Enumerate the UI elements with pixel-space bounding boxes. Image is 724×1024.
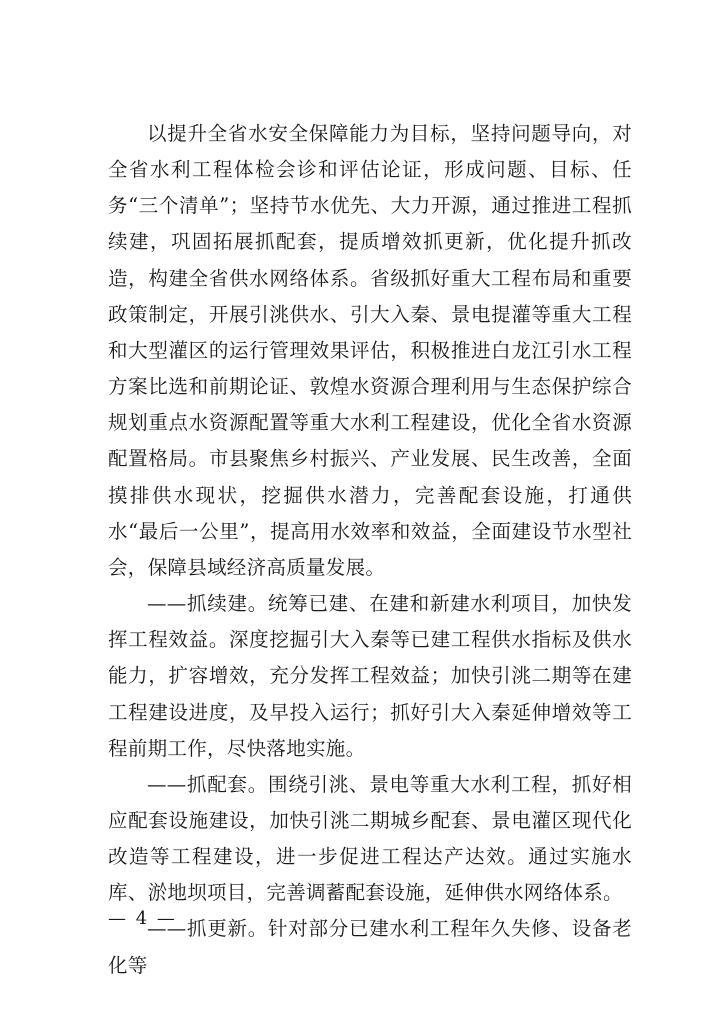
document-body	[108, 116, 632, 984]
paragraph-main-goal: 以提升全省水安全保障能力为目标，坚持问题导向，对全省水利工程体检会诊和评估论证，形成问题、目标、任务“三个清单”；坚持节水优先、大力开源，通过推进工程抓续建，巩固拓展抓配套，提质增效抓更新，优化提升抓改造，构建全省供水网络体系。省级抓好重大工程布局和重要政策制定，开展引洮供水、引大入秦、景电提灌等重大工程和大型灌区的运行管理效果评估，积极推进白龙江引水工程方案比选和前期论证、敦煌水资源合理利用与生态保护综合规划重点水资源配置等重大水利工程建设，优化全省水资源配置格局。市县聚焦乡村振兴、产业发展、民生改善，全面摸排供水现状，挖掘供水潜力，完善配套设施，打通供水“最后一公里”，提高用水效率和效益，全面建设节水型社会，保障县域经济高质量发展。	[108, 122, 632, 579]
page-number: — 4 —	[108, 908, 177, 929]
paragraph-renewal: ——抓更新。针对部分已建水利工程年久失修、设备老化等	[108, 917, 632, 977]
paragraph-supporting-facilities: ——抓配套。围绕引洮、景电等重大水利工程，抓好相应配套设施建设，加快引洮二期城乡配套、景电灌区现代化改造等工程建设，进一步促进工程达产达效。通过实施水库、淤地坝项目，完善调蓄配套设施，延伸供水网络体系。	[108, 772, 632, 905]
paragraph-continued-construction: ——抓续建。统筹已建、在建和新建水利项目，加快发挥工程效益。深度挖掘引大入秦等已建工程供水指标及供水能力，扩容增效，充分发挥工程效益；加快引洮二期等在建工程建设进度，及早投入运行；抓好引大入秦延伸增效等工程前期工作，尽快落地实施。	[108, 592, 632, 760]
